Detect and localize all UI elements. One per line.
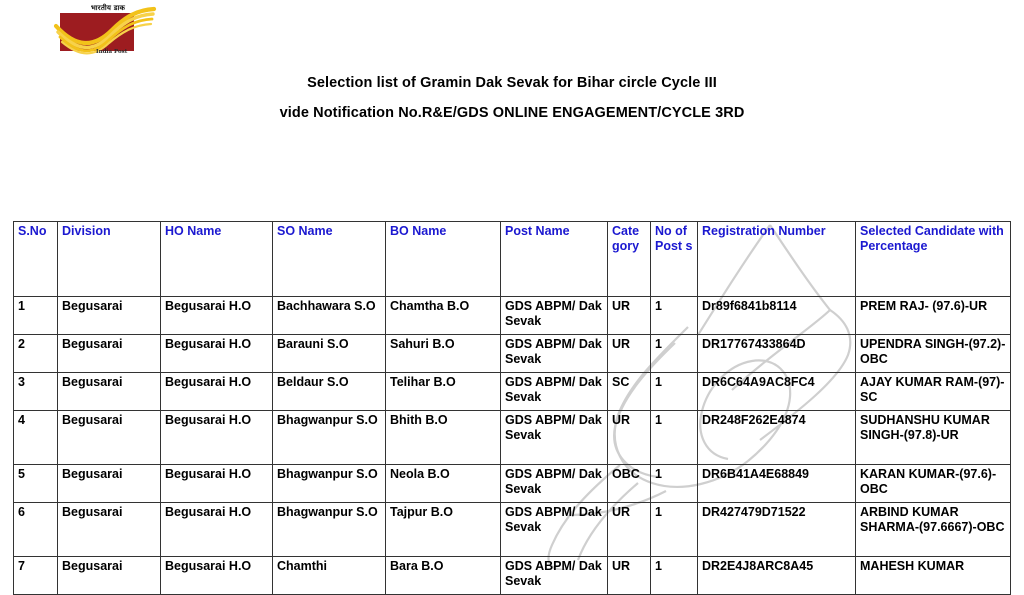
cell-selected-candidate: SUDHANSHU KUMAR SINGH-(97.8)-UR — [856, 411, 1011, 465]
column-header-bo-name: BO Name — [386, 222, 501, 297]
cell-bo-name: Bhith B.O — [386, 411, 501, 465]
cell-division: Begusarai — [58, 335, 161, 373]
column-header-so-name: SO Name — [273, 222, 386, 297]
table-header-row — [14, 222, 1011, 297]
column-header-division: Division — [58, 222, 161, 297]
column-header-post-name: Post Name — [501, 222, 608, 297]
cell-so-name: Beldaur S.O — [273, 373, 386, 411]
table-row — [14, 503, 1011, 557]
column-header-no-of-posts: No of Post s — [651, 222, 698, 297]
cell-sno: 4 — [14, 411, 58, 465]
cell-division: Begusarai — [58, 465, 161, 503]
cell-sno: 2 — [14, 335, 58, 373]
cell-no-of-posts: 1 — [651, 297, 698, 335]
cell-ho-name: Begusarai H.O — [161, 465, 273, 503]
title-line-1: Selection list of Gramin Dak Sevak for Bihar circle Cycle III — [307, 75, 717, 91]
cell-sno: 3 — [14, 373, 58, 411]
cell-sno: 7 — [14, 557, 58, 595]
column-header-sno: S.No — [14, 222, 58, 297]
cell-category: SC — [608, 373, 651, 411]
cell-selected-candidate: ARBIND KUMAR SHARMA-(97.6667)-OBC — [856, 503, 1011, 557]
cell-post-name: GDS ABPM/ Dak Sevak — [501, 557, 608, 595]
logo-india-post-text: India Post — [96, 49, 128, 55]
cell-post-name: GDS ABPM/ Dak Sevak — [501, 465, 608, 503]
cell-bo-name: Sahuri B.O — [386, 335, 501, 373]
cell-ho-name: Begusarai H.O — [161, 335, 273, 373]
cell-bo-name: Chamtha B.O — [386, 297, 501, 335]
cell-category: UR — [608, 503, 651, 557]
table-row — [14, 297, 1011, 335]
cell-ho-name: Begusarai H.O — [161, 297, 273, 335]
table-row — [14, 411, 1011, 465]
cell-no-of-posts: 1 — [651, 373, 698, 411]
cell-division: Begusarai — [58, 411, 161, 465]
table-row — [14, 557, 1011, 595]
cell-sno: 5 — [14, 465, 58, 503]
cell-ho-name: Begusarai H.O — [161, 557, 273, 595]
column-header-category: Cate gory — [608, 222, 651, 297]
cell-selected-candidate: MAHESH KUMAR — [856, 557, 1011, 595]
cell-registration-number: DR6C64A9AC8FC4 — [698, 373, 856, 411]
cell-so-name: Bachhawara S.O — [273, 297, 386, 335]
cell-so-name: Barauni S.O — [273, 335, 386, 373]
cell-category: OBC — [608, 465, 651, 503]
cell-selected-candidate: UPENDRA SINGH-(97.2)-OBC — [856, 335, 1011, 373]
cell-selected-candidate: AJAY KUMAR RAM-(97)-SC — [856, 373, 1011, 411]
cell-division: Begusarai — [58, 503, 161, 557]
cell-selected-candidate: PREM RAJ- (97.6)-UR — [856, 297, 1011, 335]
cell-bo-name: Tajpur B.O — [386, 503, 501, 557]
table-row — [14, 465, 1011, 503]
column-header-ho-name: HO Name — [161, 222, 273, 297]
title-line-2: vide Notification No.R&E/GDS ONLINE ENGAGEMENT/CYCLE 3RD — [279, 105, 745, 121]
cell-post-name: GDS ABPM/ Dak Sevak — [501, 297, 608, 335]
page-title — [0, 68, 1024, 128]
logo-hindi-text: भारतीय डाक — [90, 4, 126, 12]
cell-registration-number: DR427479D71522 — [698, 503, 856, 557]
table-row — [14, 335, 1011, 373]
cell-selected-candidate: KARAN KUMAR-(97.6)-OBC — [856, 465, 1011, 503]
cell-ho-name: Begusarai H.O — [161, 411, 273, 465]
table-body — [14, 297, 1011, 595]
cell-ho-name: Begusarai H.O — [161, 503, 273, 557]
cell-registration-number: DR2E4J8ARC8A45 — [698, 557, 856, 595]
cell-no-of-posts: 1 — [651, 411, 698, 465]
cell-post-name: GDS ABPM/ Dak Sevak — [501, 373, 608, 411]
table-row — [14, 373, 1011, 411]
cell-sno: 1 — [14, 297, 58, 335]
cell-post-name: GDS ABPM/ Dak Sevak — [501, 503, 608, 557]
cell-registration-number: DR248F262E4874 — [698, 411, 856, 465]
column-header-registration-number: Registration Number — [698, 222, 856, 297]
cell-so-name: Bhagwanpur S.O — [273, 411, 386, 465]
cell-no-of-posts: 1 — [651, 335, 698, 373]
cell-sno: 6 — [14, 503, 58, 557]
cell-post-name: GDS ABPM/ Dak Sevak — [501, 335, 608, 373]
cell-bo-name: Bara B.O — [386, 557, 501, 595]
cell-bo-name: Neola B.O — [386, 465, 501, 503]
cell-registration-number: DR17767433864D — [698, 335, 856, 373]
cell-category: UR — [608, 297, 651, 335]
cell-no-of-posts: 1 — [651, 465, 698, 503]
cell-post-name: GDS ABPM/ Dak Sevak — [501, 411, 608, 465]
cell-division: Begusarai — [58, 373, 161, 411]
cell-category: UR — [608, 335, 651, 373]
cell-category: UR — [608, 411, 651, 465]
cell-division: Begusarai — [58, 297, 161, 335]
cell-ho-name: Begusarai H.O — [161, 373, 273, 411]
india-post-logo — [42, 4, 166, 58]
cell-division: Begusarai — [58, 557, 161, 595]
cell-so-name: Chamthi — [273, 557, 386, 595]
cell-so-name: Bhagwanpur S.O — [273, 503, 386, 557]
selection-list-table-wrap — [13, 221, 1010, 595]
cell-bo-name: Telihar B.O — [386, 373, 501, 411]
cell-registration-number: DR6B41A4E68849 — [698, 465, 856, 503]
cell-registration-number: Dr89f6841b8114 — [698, 297, 856, 335]
selection-list-table — [13, 221, 1011, 595]
column-header-selected-candidate: Selected Candidate with Percentage — [856, 222, 1011, 297]
cell-no-of-posts: 1 — [651, 503, 698, 557]
cell-category: UR — [608, 557, 651, 595]
cell-no-of-posts: 1 — [651, 557, 698, 595]
cell-so-name: Bhagwanpur S.O — [273, 465, 386, 503]
